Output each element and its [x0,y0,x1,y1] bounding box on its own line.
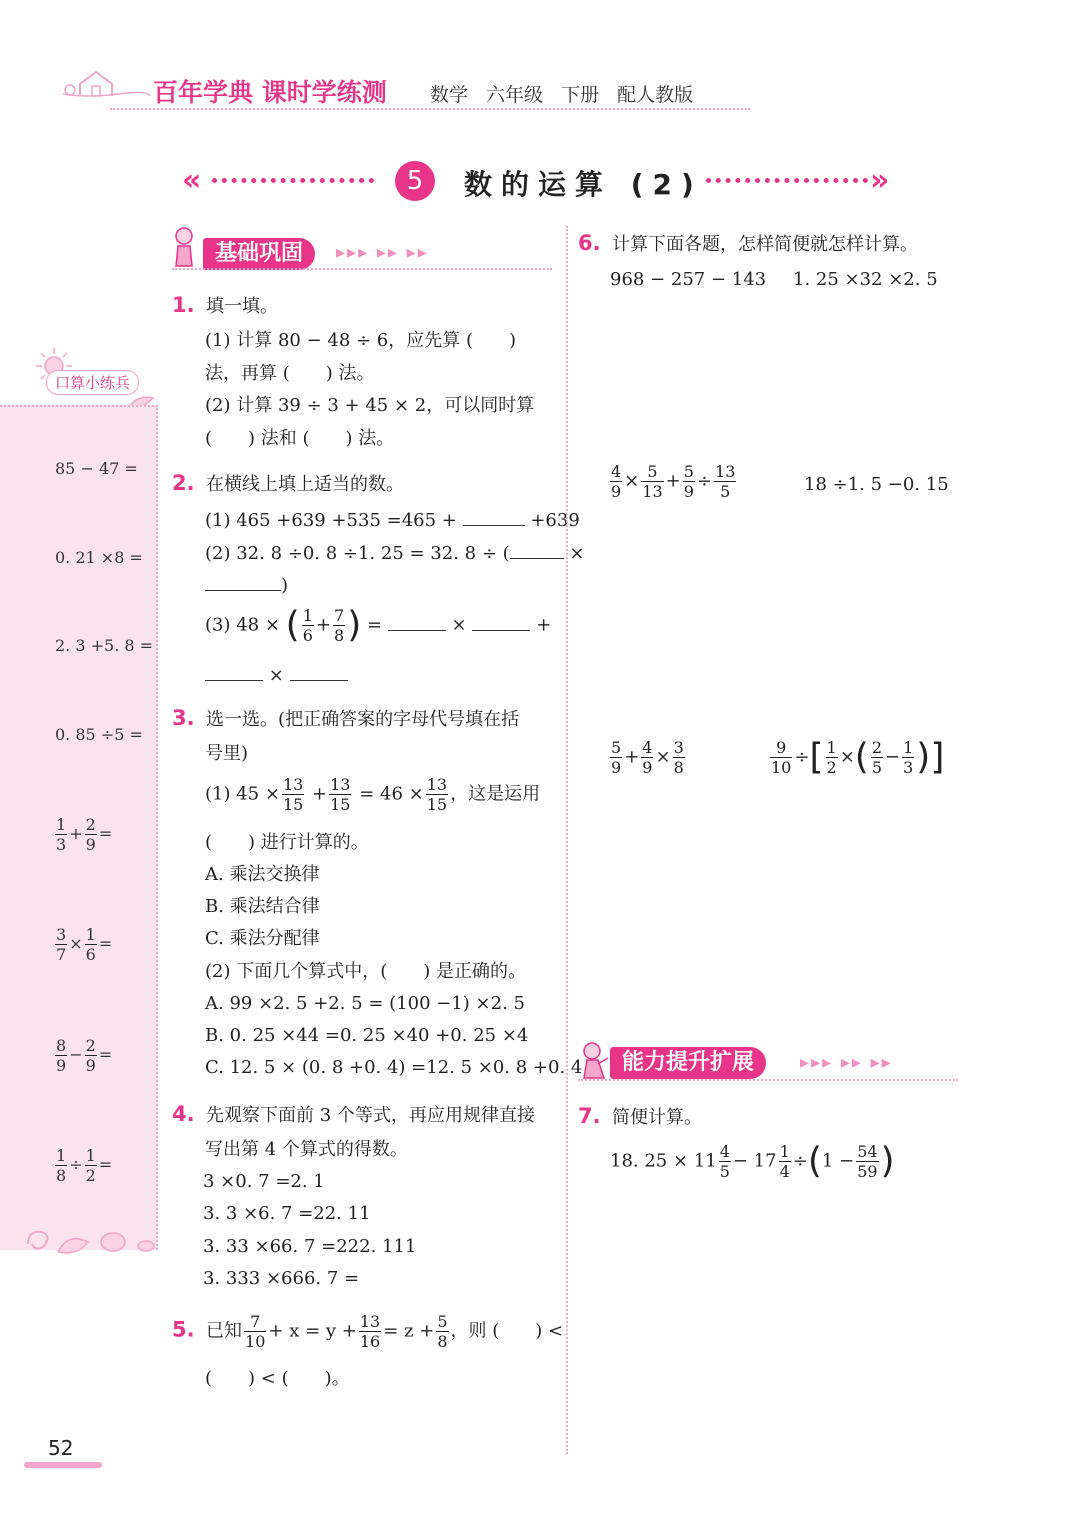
page-number-bar [24,1462,102,1468]
question-1-title: 1. 填一填。 [172,293,279,317]
q6-expression: 18 ÷1. 5 −0. 15 [804,474,949,495]
side-fraction-item: $\frac{8}{9}$ − $\frac{2}{9}$ = [56,1036,113,1075]
q4-title-cont: 写出第 4 个算式的得数。 [205,1139,408,1160]
q1-line: 法，再算 ( ) 法。 [205,363,375,384]
title-left-chevron-icon: « [182,163,202,198]
q1-line: (1) 计算 80 − 48 ÷ 6，应先算 ( ) [205,330,517,351]
question-2-title: 2. 在横线上填上适当的数。 [172,471,405,495]
side-fraction-item: $\frac{1}{8}$ ÷ $\frac{1}{2}$ = [56,1146,113,1185]
header-divider [110,108,750,110]
section-divider [172,268,552,270]
answer-blank[interactable] [290,662,348,681]
answer-blank[interactable] [510,540,564,559]
girl-mascot-icon [170,226,198,268]
book-info: 数学 六年级 下册 配人教版 [430,84,694,106]
swirl-decoration-icon [18,1222,158,1266]
q2-line-3: (3) 48 × ( $\frac{1}{6}$ + $\frac{7}{8}$ ) = × + [205,604,552,646]
section-divider [578,1079,958,1081]
answer-blank[interactable] [205,662,263,681]
q3-option: B. 0. 25 ×44 =0. 25 ×40 +0. 25 ×4 [205,1025,529,1046]
q3-line: ( ) 进行计算的。 [205,832,369,853]
chapter-number-badge: 5 [395,161,435,201]
q3-title-cont: 号里) [205,743,249,764]
answer-blank[interactable] [463,507,525,526]
chapter-title: 数的运算 (2) [464,168,703,201]
q2-line-2b: ) [205,572,288,598]
q3-option: A. 99 ×2. 5 +2. 5 = (100 −1) ×2. 5 [205,993,525,1014]
answer-blank[interactable] [205,572,281,591]
q6-expression: 968 − 257 − 143 [610,269,767,290]
girl-mascot-icon [578,1040,610,1080]
house-logo-icon [58,64,153,104]
title-left-dots [212,178,374,183]
section-banner-advanced: 能力提升扩展 [610,1047,766,1079]
side-item: 0. 21 ×8 = [55,548,143,567]
q3-option: A. 乘法交换律 [205,864,320,885]
side-item: 85 − 47 = [55,459,138,478]
q5-line-2: ( ) < ( )。 [205,1368,350,1389]
side-item: 0. 85 ÷5 = [55,725,143,744]
title-right-chevron-icon: » [870,163,890,198]
q7-expression: 18. 25 × 11 $\frac{4}{5}$ − 17 $\frac{1}{4}$ ÷(1 − $\frac{54}{59}$ ) [610,1140,895,1182]
q6-fraction-expression: $\frac{4}{9}$ × $\frac{5}{13}$ + $\frac{5}{9}$ ÷ $\frac{13}{5}$ [611,462,736,501]
question-5: 5. 已知 $\frac{7}{10}$ + x = y + $\frac{13}{16}$ = z + $\frac{5}{8}$ ，则 ( ) < [172,1312,564,1351]
q3-line: (2) 下面几个算式中，( ) 是正确的。 [205,961,526,982]
brand-title: 百年学典 课时学练测 [153,78,387,107]
title-right-dots [706,178,868,183]
q2-line-3b: × [205,662,348,688]
answer-blank[interactable] [388,612,446,631]
answer-blank[interactable] [472,612,530,631]
section-banner-basic: 基础巩固 [203,238,315,270]
q3-option: C. 12. 5 × (0. 8 +0. 4) =12. 5 ×0. 8 +0. 4 [205,1057,583,1078]
q4-equation: 3. 333 ×666. 7 = [203,1268,360,1289]
q6-fraction-expression: $\frac{5}{9}$ + $\frac{4}{9}$ × $\frac{3}{8}$ [611,738,684,777]
q2-line-2: (2) 32. 8 ÷0. 8 ÷1. 25 = 32. 8 ÷ ( × [205,540,584,566]
question-4-title: 4. 先观察下面前 3 个等式，再应用规律直接 [172,1102,535,1126]
side-fraction-item: $\frac{3}{7}$ × $\frac{1}{6}$ = [56,925,113,964]
page-number: 52 [48,1436,74,1460]
q4-equation: 3. 33 ×66. 7 =222. 111 [203,1236,417,1257]
banner-chevrons: ▸▸▸ ▸▸ ▸▸ [336,242,429,263]
q4-equation: 3. 3 ×6. 7 =22. 11 [203,1203,371,1224]
q3-option: C. 乘法分配律 [205,928,320,949]
q6-bracket-expression: $\frac{9}{10}$ ÷[ $\frac{1}{2}$ ×( $\frac{2}{5}$ − $\frac{1}{3}$ )] [771,736,945,778]
q6-expression: 1. 25 ×32 ×2. 5 [793,269,938,290]
q3-option: B. 乘法结合律 [205,896,320,917]
q2-line-1: (1) 465 +639 +535 =465 + +639 [205,507,580,533]
q1-line: (2) 计算 39 ÷ 3 + 45 × 2，可以同时算 [205,395,535,416]
side-fraction-item: $\frac{1}{3}$ + $\frac{2}{9}$ = [56,815,113,854]
q3-part-1: (1) 45 × $\frac{13}{15}$ + $\frac{13}{15}$ = 46 × $\frac{13}{15}$ ，这是运用 [205,775,541,814]
mental-math-badge: 口算小练兵 [46,370,139,395]
q4-equation: 3 ×0. 7 =2. 1 [203,1171,325,1192]
column-divider [566,226,568,1454]
q1-line: ( ) 法和 ( ) 法。 [205,428,395,449]
question-3-title: 3. 选一选。(把正确答案的字母代号填在括 [172,706,520,730]
question-7-title: 7. 简便计算。 [578,1104,703,1128]
question-6-title: 6. 计算下面各题，怎样简便就怎样计算。 [578,231,919,255]
side-item: 2. 3 +5. 8 = [55,636,154,655]
banner-chevrons: ▸▸▸ ▸▸ ▸▸ [800,1052,893,1073]
